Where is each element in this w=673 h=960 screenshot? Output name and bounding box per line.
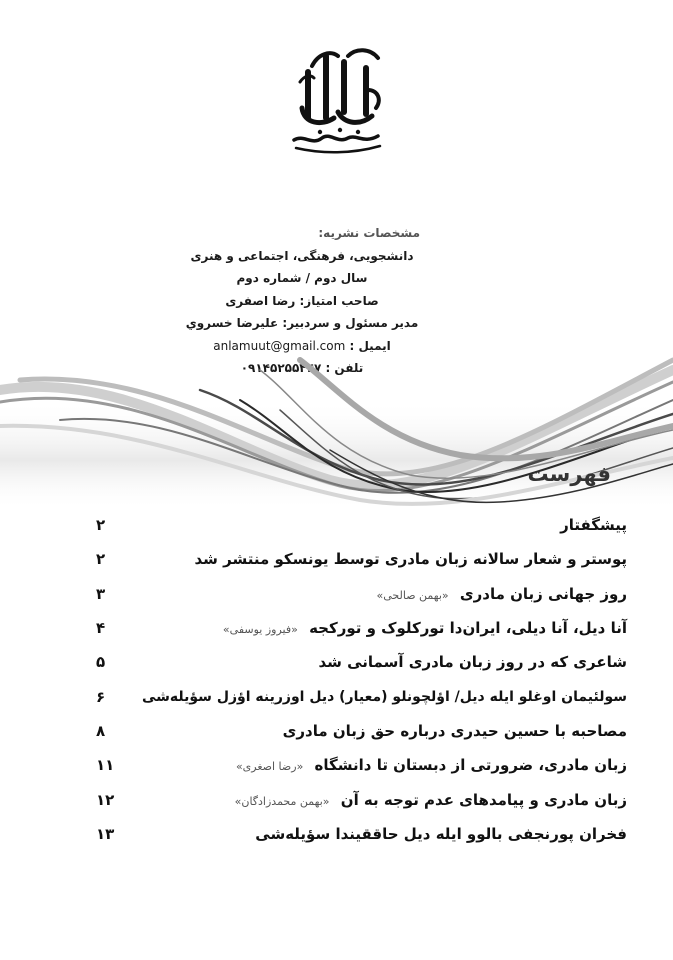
toc-item[interactable] [96,817,627,851]
toc-item-title: شاعری که در روز زبان مادری آسمانی شد [318,653,627,672]
toc-item-text [318,653,627,671]
toc-item[interactable] [96,782,627,816]
toc-item-text [195,550,628,568]
toc-item-text [223,619,627,637]
anla-muut-logo [282,42,392,157]
specs-line-editor: مدیر مسئول و سردبیر: علیرضا خسروي [185,316,419,330]
toc-item-text [377,585,628,603]
toc-item-page: ۲ [96,550,106,569]
toc-item-text [235,791,627,809]
toc-item[interactable] [96,508,627,542]
toc-item-text [142,689,627,705]
toc-item[interactable] [96,748,627,782]
toc-item-page: ۳ [96,584,106,603]
decorative-wave-lines [0,330,673,530]
toc-item-page: ۴ [96,619,106,638]
toc-item-page: ۶ [96,687,106,706]
toc-item-page: ۵ [96,653,106,672]
toc-item-text [283,722,627,740]
toc-item-title: سولئیمان اوغلو ایله دیل/ اؤلچونلو (معیار) دیل اوزرینه اؤزل سؤیله‌شی [142,688,627,705]
toc-item-title: پیشگفتار [560,516,627,535]
toc-item-page: ۲ [96,516,106,535]
toc-item-author: «بهمن صالحی» [376,588,449,602]
email-address: anlamuut@gmail.com [213,338,346,353]
toc-item-page: ۱۳ [96,824,115,843]
specs-line-year-issue: سال دوم / شماره دوم [236,271,368,285]
specs-line-type: دانشجویی، فرهنگی، اجتماعی و هنری [190,248,414,263]
toc-item-author: «رضا اصغری» [235,760,304,774]
toc-item-title: زبان مادری و پیامدهای عدم توجه به آن [340,790,627,809]
specs-phone: تلفن : ۰۹۱۴۵۲۵۵۴۴۷ [240,361,364,375]
toc-item-title: زبان مادری، ضرورتی از دبستان تا دانشگاه [314,756,627,775]
toc-item-author: «بهمن محمدزادگان» [234,794,330,808]
toc-item[interactable] [96,679,627,713]
email-label: ایمیل : [349,338,391,353]
toc-item-title: روز جهانی زبان مادری [459,584,627,603]
toc-item[interactable] [96,577,627,611]
toc-title: فهرست [527,462,611,486]
toc-item-text [560,516,627,534]
table-of-contents [96,508,627,851]
specs-heading: مشخصات نشریه: [318,226,420,240]
toc-item-title: مصاحبه با حسین حیدری درباره حق زبان مادری [282,721,627,740]
toc-item-title: فخران پورنجفی بالوو ایله دیل حاققیندا سؤیله‌شی [255,824,627,843]
toc-item-author: «فیروز یوسفی» [222,623,298,637]
toc-item-title: آنا دیل، آنا دیلی، ایران‌دا تورکلوک و تورکجه [309,619,627,638]
toc-item-title: پوستر و شعار سالانه زبان مادری توسط یونسکو منتشر شد [194,550,627,569]
specs-line-licensee: صاحب امتیاز: رضا اصفری [225,293,379,308]
toc-item-text [255,825,627,843]
toc-item-page: ۱۱ [96,756,115,775]
toc-item[interactable] [96,714,627,748]
toc-item-text [236,756,627,774]
toc-item-page: ۸ [96,721,106,740]
toc-item-page: ۱۲ [96,790,115,809]
toc-item[interactable] [96,611,627,645]
toc-item[interactable] [96,645,627,679]
toc-item[interactable] [96,542,627,576]
